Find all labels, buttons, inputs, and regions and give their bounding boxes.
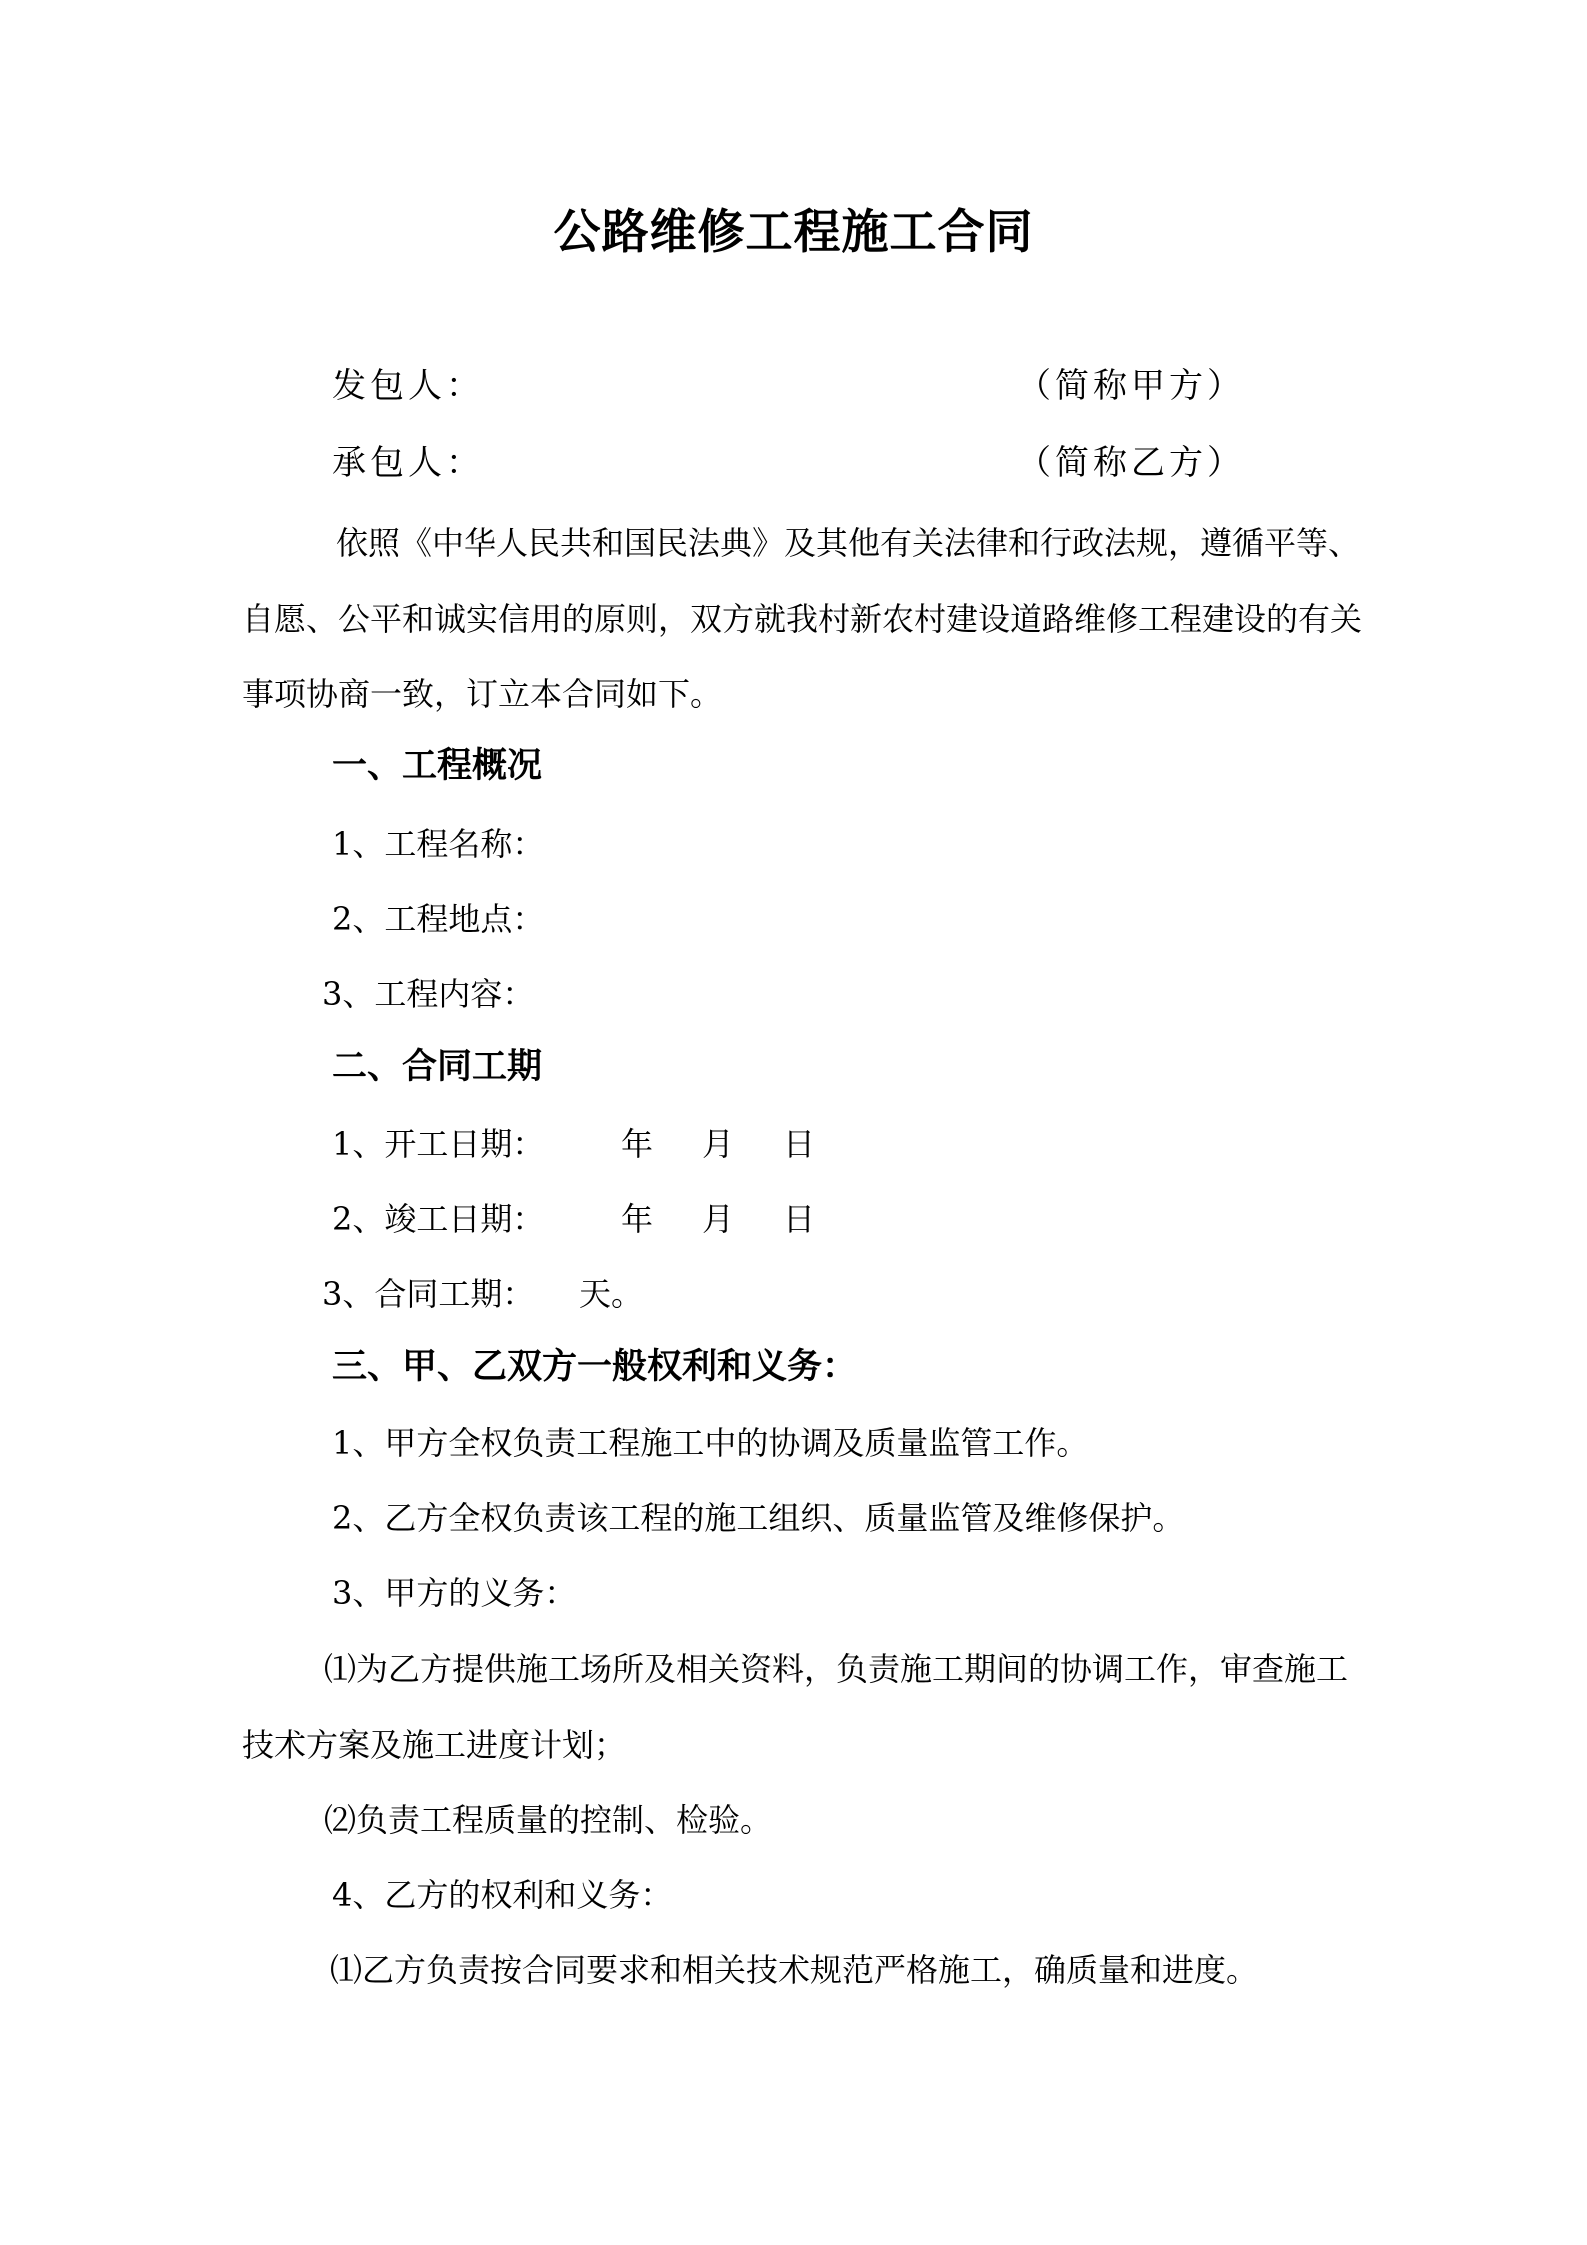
section-heading-schedule: 二、合同工期 [332,1047,543,1087]
contractor-label: 承包人： [332,443,484,483]
start-date-label: 1、开工日期： [332,1125,545,1163]
project-location-line: 2、工程地点： [332,900,545,938]
start-date-year: 年 [621,1125,654,1163]
party-a-duty-1-line-1: ⑴为乙方提供施工场所及相关资料，负责施工期间的协调工作，审查施工 [324,1650,1349,1688]
project-content-line: 3、工程内容： [322,975,535,1013]
preamble-line-3: 事项协商一致，订立本合同如下。 [242,675,723,713]
employer-label: 发包人： [332,366,484,406]
project-name-line: 1、工程名称： [332,825,545,863]
start-date-day: 日 [783,1125,816,1163]
section-heading-rights: 三、甲、乙双方一般权利和义务： [332,1347,858,1387]
start-date-month: 月 [702,1125,735,1163]
employer-abbreviation: （简称甲方） [1017,366,1245,406]
preamble-line-2: 自愿、公平和诚实信用的原则，双方就我村新农村建设道路维修工程建设的有关 [242,600,1363,638]
section-heading-overview: 一、工程概况 [332,746,543,786]
preamble-line-1: 依照《中华人民共和国民法典》及其他有关法律和行政法规，遵循平等、 [336,524,1361,562]
document-title: 公路维修工程施工合同 [553,205,1034,260]
contract-period-label: 3、合同工期： [322,1275,535,1313]
completion-date-month: 月 [702,1200,735,1238]
rights-item-2: 2、乙方全权负责该工程的施工组织、质量监管及维修保护。 [332,1499,1185,1537]
rights-item-1: 1、甲方全权负责工程施工中的协调及质量监管工作。 [332,1424,1089,1462]
rights-item-3: 3、甲方的义务： [332,1574,577,1612]
contractor-abbreviation: （简称乙方） [1017,443,1245,483]
contract-period-unit: 天。 [579,1275,644,1313]
party-b-duty-1: ⑴乙方负责按合同要求和相关技术规范严格施工，确质量和进度。 [330,1951,1259,1989]
completion-date-year: 年 [621,1200,654,1238]
party-a-duty-2: ⑵负责工程质量的控制、检验。 [324,1801,773,1839]
completion-date-day: 日 [783,1200,816,1238]
completion-date-label: 2、竣工日期： [332,1200,545,1238]
rights-item-4: 4、乙方的权利和义务： [332,1876,673,1914]
party-a-duty-1-line-2: 技术方案及施工进度计划； [242,1726,627,1764]
